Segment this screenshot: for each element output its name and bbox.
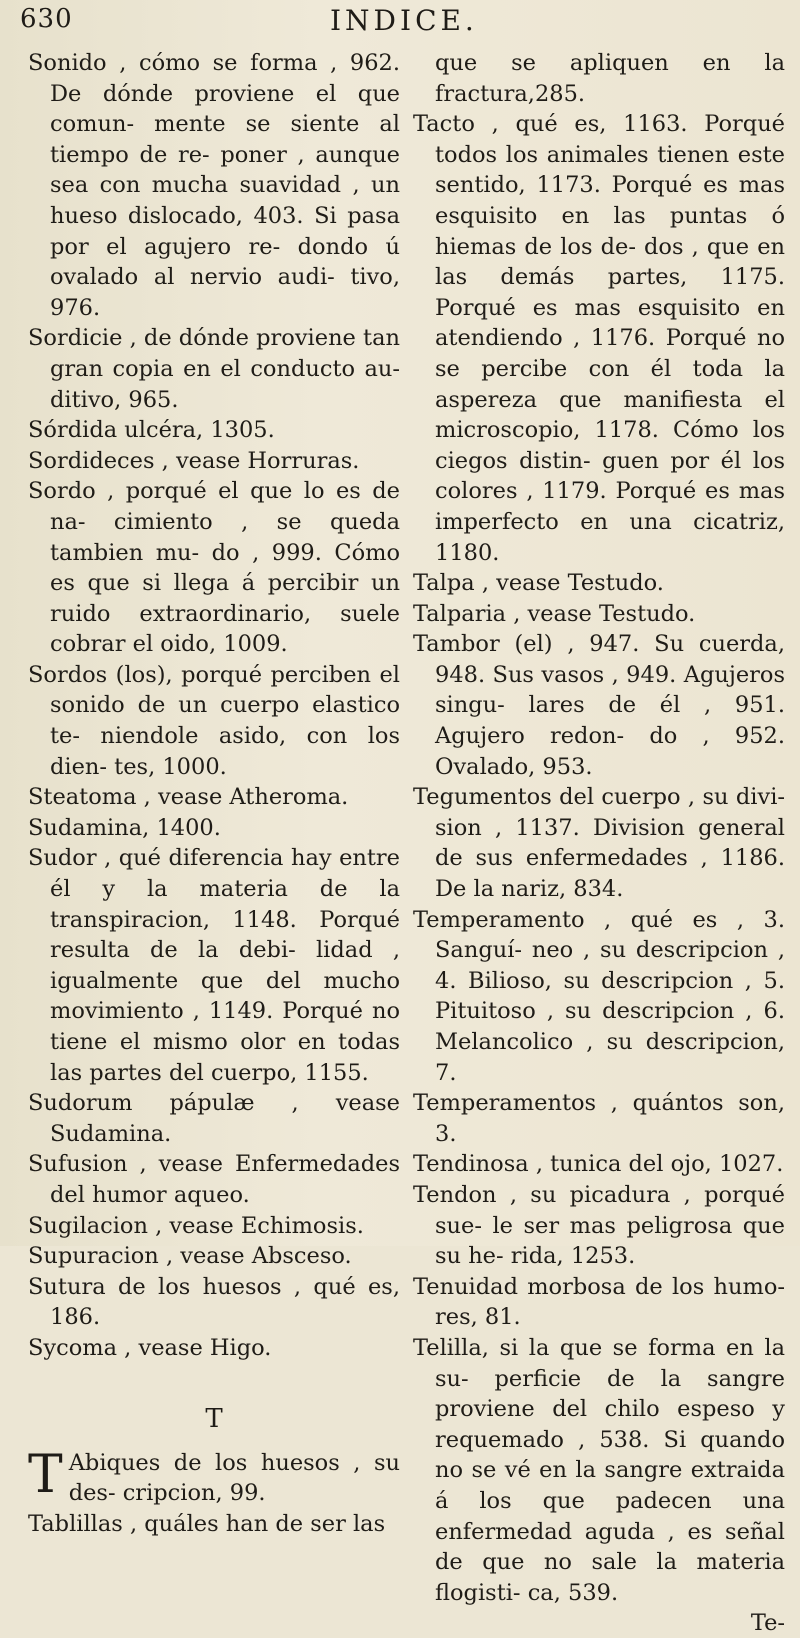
page-header — [0, 4, 800, 44]
index-entry-text: Abiques de los huesos , su des- cripcion, 99. — [68, 1449, 400, 1507]
index-entry: Sycoma , vease Higo. — [28, 1334, 272, 1361]
index-entry: Tambor (el) , 947. Su cuerda, 948. Sus vasos , 949. Agujeros singu- lares de él , 951. Agujero redon- do , 952. Ovalado, 953. — [413, 631, 785, 780]
left-column — [28, 48, 400, 1539]
index-entry: Sórdida ulcéra, 1305. — [28, 417, 275, 444]
page-number: 630 — [20, 4, 73, 34]
index-entry: Sordos (los), porqué perciben el sonido de un cuerpo elastico te- niendole asido, con los dien- tes, 1000. — [28, 661, 400, 780]
index-entry: Tenuidad morbosa de los humo- res, 81. — [413, 1273, 785, 1331]
index-entry: Sudamina, 1400. — [28, 814, 221, 841]
index-entry-continued: que se apliquen en la fractura,285. — [435, 50, 785, 107]
index-entry: Temperamentos , quántos son, 3. — [413, 1090, 785, 1147]
index-entry: Tendinosa , tunica del ojo, 1027. — [413, 1151, 784, 1178]
index-entry-first — [28, 1444, 400, 1509]
right-column — [413, 48, 785, 1638]
index-entry: Sudorum pápulæ , vease Sudamina. — [28, 1090, 400, 1147]
running-head: INDICE. — [330, 4, 478, 37]
index-entry: Telilla, si la que se forma en la su- perficie de la sangre proviene del chilo espeso y requemado , 538. Si quando no se vé en la sangre extraida á los que padecen una enfermedad aguda , es señal de que no sale la materia flogisti- ca, 539. — [413, 1334, 785, 1606]
index-entry: Sordicie , de dónde proviene tan gran copia en el conducto au- ditivo, 965. — [28, 325, 400, 413]
index-entry: Talpa , vease Testudo. — [413, 570, 664, 597]
index-entry: Tendon , su picadura , porqué sue- le ser mas peligrosa que su he- rida, 1253. — [413, 1181, 785, 1270]
drop-cap: T — [28, 1444, 63, 1505]
index-entry: Sonido , cómo se forma , 962. De dónde proviene el que comun- mente se siente al tiempo de re- poner , aunque sea con mucha suavidad , un hueso dislocado, 403. Si pasa por el agujero re- dondo ú ovalado al nervio audi- tivo, 976. — [28, 50, 400, 321]
index-entry: Sudor , qué diferencia hay entre él y la materia de la transpiracion, 1148. Porqué resulta de la debi- lidad , igualmente que del mucho movimiento , 1149. Porqué no tiene el mismo olor en todas las partes del cuerpo, 1155. — [28, 845, 400, 1086]
index-entry: Tegumentos del cuerpo , su divi- sion , 1137. Division general de sus enfermedades , 1186. De la nariz, 834. — [413, 784, 785, 903]
index-entry: Sugilacion , vease Echimosis. — [28, 1212, 364, 1239]
index-entry: Tablillas , quáles han de ser las — [28, 1510, 386, 1537]
section-letter-heading: T — [205, 1403, 223, 1434]
index-entry: Sutura de los huesos , qué es, 186. — [28, 1273, 400, 1331]
index-entry: Supuracion , vease Absceso. — [28, 1243, 352, 1270]
index-entry: Sufusion , vease Enfermedades del humor aqueo. — [28, 1151, 400, 1208]
index-entry: Talparia , vease Testudo. — [413, 600, 696, 627]
catchword: Te- — [750, 1610, 785, 1637]
index-entry: Tacto , qué es, 1163. Porqué todos los animales tienen este sentido, 1173. Porqué es mas esquisito en las puntas ó hiemas de los de- dos , que en las demás partes, 1175. Porqué es mas esquisito en atendiendo , 1176. Porqué no se percibe con él toda la aspereza que manifiesta el microscopio, 1178. Cómo los ciegos distin- guen por él los colores , 1179. Porqué es mas imperfecto en una cicatriz, 1180. — [413, 111, 785, 566]
index-entry: Temperamento , qué es , 3. Sanguí- neo , su descripcion , 4. Bilioso, su descripcion , 5. Pituitoso , su descripcion , 6. Melancolico , su descripcion, 7. — [413, 906, 785, 1086]
index-entry: Steatoma , vease Atheroma. — [28, 784, 349, 811]
index-entry: Sordo , porqué el que lo es de na- cimiento , se queda tambien mu- do , 999. Cómo es que si llega á percibir un ruido extraordinario, suele cobrar el oido, 1009. — [28, 478, 400, 658]
index-entry: Sordideces , vease Horruras. — [28, 447, 360, 474]
